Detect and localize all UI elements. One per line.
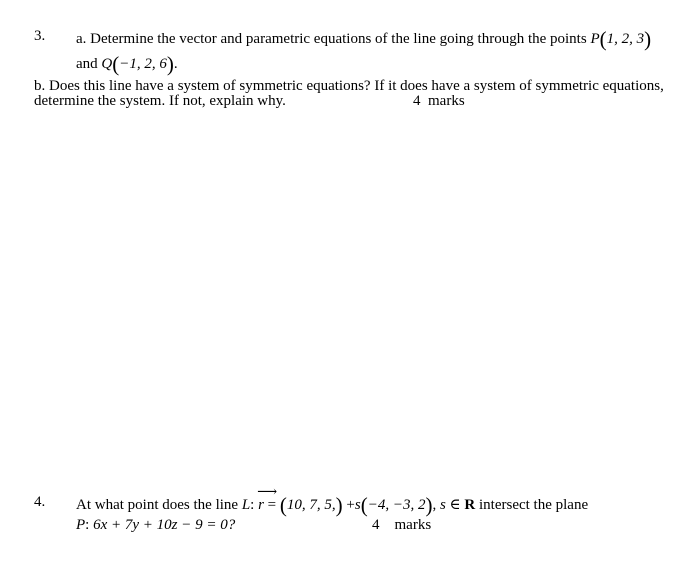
q4-text-after: intersect the plane: [479, 497, 589, 513]
parameter-s: s: [354, 497, 361, 513]
line-name: L: [241, 497, 251, 513]
equals-sign: =: [267, 497, 277, 513]
q3-part-a-cont: and Q(−1, 2, 6).: [76, 52, 178, 76]
q3-number: 3.: [34, 28, 46, 44]
point-p-coords: 1, 2, 3: [606, 31, 645, 47]
plus-sign: +: [346, 497, 355, 513]
direction-vector: −4, −3, 2: [367, 497, 426, 513]
parameter-s-2: s: [439, 497, 446, 513]
vector-r: ⟶ r: [257, 485, 278, 513]
q3-marks-word: marks: [428, 93, 465, 109]
q3-part-b-line1: b. Does this line have a system of symmetric equations? If it does have a system of symmetric equations,: [34, 78, 664, 94]
q4-marks: [372, 518, 431, 533]
q4-marks-num: 4: [372, 517, 380, 533]
plane-equation: 6x + 7y + 10z − 9 = 0?: [93, 517, 236, 533]
q4-number: 4.: [34, 494, 46, 510]
plane-name: P: [76, 517, 86, 533]
q3-part-b-line2: determine the system. If not, explain why.: [34, 93, 286, 109]
q4-line1: At what point does the line L: ⟶ r = (10, 7, 5,) +s(−4, −3, 2), s ∈ R intersect the plane: [76, 485, 589, 517]
q3-marks: [413, 94, 465, 109]
q4-text-before: At what point does the line: [76, 497, 239, 513]
vector-arrow-icon: ⟶: [257, 485, 278, 500]
line-point: 10, 7, 5,: [286, 497, 336, 513]
reals-symbol: R: [464, 497, 476, 513]
point-q-name: Q: [101, 56, 113, 72]
q3-a-label: a.: [76, 31, 87, 47]
q3-a-text: Determine the vector and parametric equations of the line going through the points: [90, 31, 587, 47]
q4-marks-word: marks: [394, 517, 432, 533]
element-of-symbol: ∈: [449, 497, 461, 513]
point-q-coords: −1, 2, 6: [119, 56, 167, 72]
q3-marks-num: 4: [413, 93, 421, 109]
q3-part-a: a. Determine the vector and parametric equations of the line going through the points P(1, 2, 3): [76, 27, 652, 51]
and-word: and: [76, 56, 98, 72]
q4-line2: P: 6x + 7y + 10z − 9 = 0?: [76, 517, 236, 533]
point-p-name: P: [590, 31, 600, 47]
